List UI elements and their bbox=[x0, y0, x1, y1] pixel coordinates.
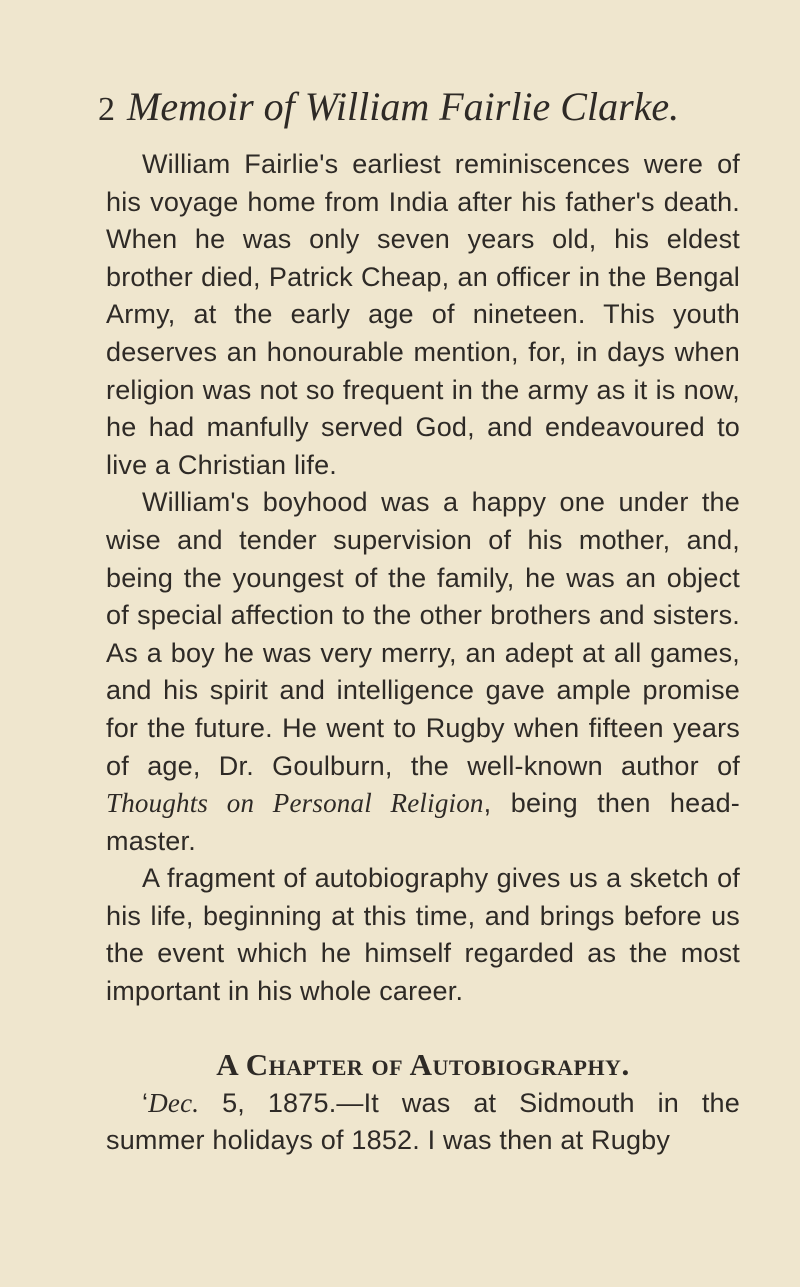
book-title: Thoughts on Personal Religion bbox=[106, 788, 484, 819]
chapter-heading: A Chapter of Autobiography. bbox=[216, 1046, 630, 1082]
dated-entry-text: 5, 1875.—It was at Sidmouth in the summer holidays of 1852. I was then at Rugby bbox=[106, 1087, 740, 1156]
paragraph-autobiography-fragment: A fragment of autobiography gives us a sketch of his life, beginning at this time, and brings before us the event which he himself regarded as the most important in his whole career. bbox=[106, 863, 740, 1007]
paragraph-reminiscences: William Fairlie's earliest reminiscences were of his voyage home from India after his father's death. When he was only seven years old, his eldest brother died, Patrick Cheap, an officer in the Bengal Army, at the early age of nineteen. This youth deserves an honourable mention, for, in days when religion was not so frequent in the army as it is now, he had manfully served God, and endeavoured to live a Christian life. bbox=[106, 149, 740, 480]
paragraph-boyhood bbox=[106, 484, 740, 860]
dated-entry bbox=[106, 1085, 740, 1160]
open-quote: ‘ bbox=[142, 1087, 149, 1118]
page-header bbox=[98, 82, 718, 135]
paragraph-boyhood-end: , being then head-master. bbox=[106, 788, 740, 856]
date-month: Dec. bbox=[148, 1087, 200, 1118]
paragraph-boyhood-text: William's boyhood was a happy one under the wise and tender supervision of his mother, and, being the youngest of the family, he was an object of special affection to the other brothers and sisters. As a boy he was very merry, an adept at all games, and his spirit and intelligence gave ample promise for the future. He went to Rugby when fifteen years of age, Dr. Goulburn, the well-known author of bbox=[106, 487, 740, 781]
page-number: 2 bbox=[98, 91, 115, 128]
page-body bbox=[106, 146, 740, 1160]
running-title: Memoir of William Fairlie Clarke. bbox=[127, 84, 680, 129]
